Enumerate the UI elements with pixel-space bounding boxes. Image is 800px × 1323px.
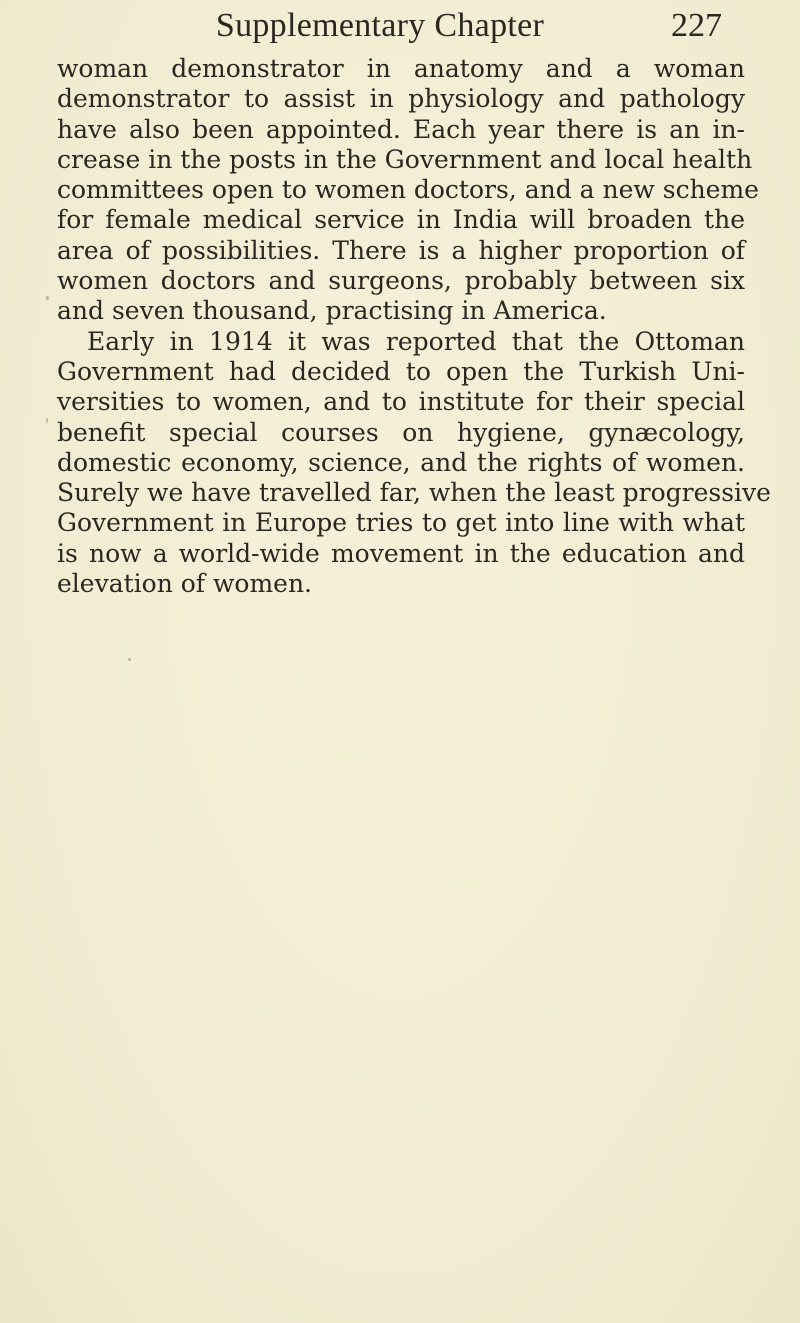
text-line: woman demonstrator in anatomy and a woman — [57, 54, 745, 83]
text-line: area of possibilities. There is a higher proportion of — [57, 235, 745, 265]
text-line: Government in Europe tries to get into line with what — [57, 508, 745, 538]
text-line: versities to women, and to institute for their special — [57, 387, 745, 417]
paper-speck — [46, 296, 49, 300]
body-text — [57, 54, 771, 599]
text-line: Early in 1914 it was reported that the Ottoman — [87, 326, 745, 356]
text-line: is now a world-wide movement in the education and — [57, 538, 745, 568]
text-line: have also been appointed. Each year there is an in- — [57, 114, 745, 144]
paragraph-2 — [57, 326, 771, 600]
paper-speck — [46, 418, 48, 423]
text-line: Surely we have travelled far, when the least progressive — [57, 478, 771, 508]
text-line: women doctors and surgeons, probably between six — [57, 266, 745, 296]
text-line: demonstrator to assist in physiology and pathology — [57, 84, 745, 114]
text-line: elevation of women. — [57, 569, 313, 599]
chapter-title: Supplementary Chapter — [215, 7, 545, 44]
page-number: 227 — [671, 7, 722, 44]
text-line: committees open to women doctors, and a new scheme — [57, 175, 759, 205]
paragraph-1 — [57, 54, 759, 327]
text-line: Government had decided to open the Turkish Uni- — [57, 356, 745, 386]
running-head — [0, 4, 800, 48]
text-line: benefit special courses on hygiene, gynæcology, — [57, 417, 745, 447]
text-line: crease in the posts in the Government and local health — [57, 144, 753, 174]
text-line: domestic economy, science, and the rights of women. — [57, 447, 745, 477]
text-line: for female medical service in India will broaden the — [57, 205, 745, 235]
text-line: and seven thousand, practising in America. — [57, 296, 607, 326]
paper-speck — [128, 658, 131, 661]
